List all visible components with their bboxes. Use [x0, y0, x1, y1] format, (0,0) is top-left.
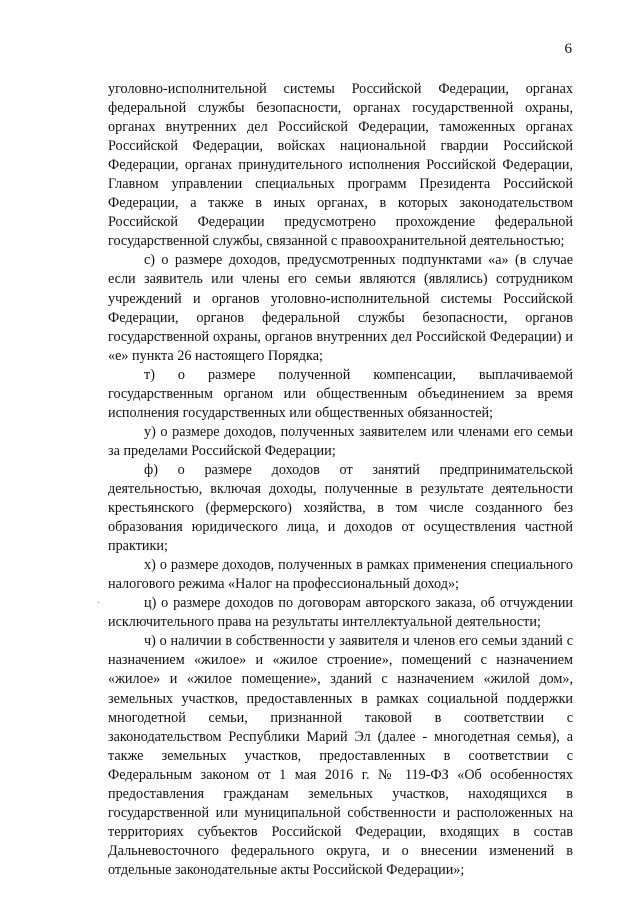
- paragraph-item-s: с) о размере доходов, предусмотренных подпунктами «а» (в случае если заявитель или члены его семьи являются (являлись) сотрудником учреждений и органов уголовно-исполнительной системы Российской Федерации, органов федеральной службы безопасности, органов государственной охраны, органов внутренних дел Российской Федерации) и «е» пункта 26 настоящего Порядка;: [108, 252, 573, 364]
- paragraph-item-kh: х) о размере доходов, полученных в рамках применения специального налогового режима «Налог на профессиональный доход»;: [108, 557, 573, 593]
- paragraph-item-t: т) о размере полученной компенсации, выплачиваемой государственным органом или общественным объединением за время исполнения государственных или общественных обязанностей;: [108, 366, 573, 421]
- paragraph-item-f: ф) о размере доходов от занятий предпринимательской деятельностью, включая доходы, полученные в результате деятельности крестьянского (фермерского) хозяйства, в том числе созданного без образования юридического лица, и доходов от осуществления частной практики;: [108, 461, 573, 555]
- paragraph-continuation: уголовно-исполнительной системы Российской Федерации, органах федеральной службы безопасности, органах государственной охраны, органах внутренних дел Российской Федерации, таможенных органах Российской Федерации, войсках национальной гвардии Российской Федерации, органах принудительного исполнения Российской Федерации, Главном управлении специальных программ Президента Российской Федерации, а также в иных органах, в которых законодательством Российской Федерации предусмотрено прохождение федеральной государственной службы, связанной с правоохранительной деятельностью;: [108, 81, 573, 250]
- page-number: 6: [564, 41, 572, 57]
- paragraph-item-u: у) о размере доходов, полученных заявителем или членами его семьи за пределами Российской Федерации;: [108, 423, 573, 459]
- document-body: [108, 80, 573, 880]
- paragraph-item-ts: ц) о размере доходов по договорам авторского заказа, об отчуждении исключительного права на результаты интеллектуальной деятельности;: [108, 595, 573, 631]
- scan-speck: ·: [97, 598, 101, 609]
- paragraph-item-ch: ч) о наличии в собственности у заявителя и членов его семьи зданий с назначением «жилое» и «жилое строение», помещений с назначением «жилое» и «жилое помещение», зданий с назначением «жилой дом», земельных участков, предоставленных в рамках социальной поддержки многодетной семьи, признанной таковой в соответствии с законодательством Республики Марий Эл (далее - многодетная семья), а также земельных участков, предоставленных в соответствии с Федеральным законом от 1 мая 2016 г. № 119-ФЗ «Об особенностях предоставления гражданам земельных участков, находящихся в государственной или муниципальной собственности и расположенных на территориях субъектов Российской Федерации, входящих в состав Дальневосточного федерального округа, и о внесении изменений в отдельные законодательные акты Российской Федерации»;: [108, 633, 573, 878]
